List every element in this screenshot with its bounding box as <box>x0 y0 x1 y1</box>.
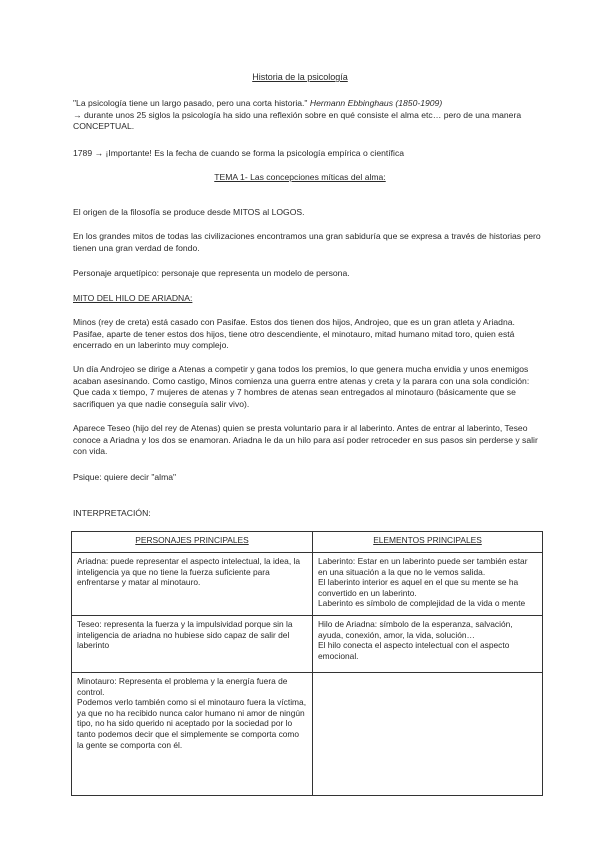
table-header-row <box>72 532 543 553</box>
date-note: 1789 → ¡Importante! Es la fecha de cuando se forma la psicología empírica o científica <box>73 148 405 158</box>
paragraph-teseo: Aparece Teseo (hijo del rey de Atenas) quien se presta voluntario para ir al laberinto. Antes de entrar al laberinto, Teseo conoce a Ariadna y los dos se enamoran. Ariadna le da un hilo para así poder retroceder en sus pasos sin perderse y salir con vida. <box>73 423 538 456</box>
header-personajes: PERSONAJES PRINCIPALES <box>72 532 313 553</box>
table-row <box>72 616 543 673</box>
page-title: Historia de la psicología <box>252 72 348 82</box>
cell-laberinto <box>313 553 543 616</box>
laberinto-line: Laberinto: Estar en un laberinto puede ser también estar en una situación a la que no le vemos salida. <box>318 556 528 577</box>
cell-ariadna: Ariadna: puede representar el aspecto intelectual, la idea, la inteligencia ya que no tiene la fuerza suficiente para enfrentarse y matar al minotauro. <box>72 553 313 616</box>
paragraph-myths: En los grandes mitos de todas las civilizaciones encontramos una gran sabiduría que se expresa a través de historias pero tienen una gran verdad de fondo. <box>73 231 541 253</box>
quote-continuation: → durante unos 25 siglos la psicología ha sido una reflexión sobre en qué consiste el alma etc… pero de una manera CONCEPTUAL. <box>73 109 522 131</box>
hilo-line: Hilo de Ariadna: símbolo de la esperanza, salvación, ayuda, conexión, amor, la vida, solución… <box>318 619 513 640</box>
opening-quote <box>73 98 533 133</box>
paragraph-origin: El origen de la filosofía se produce desde MITOS al LOGOS. <box>73 207 305 217</box>
interpretation-table <box>71 531 543 796</box>
minotauro-line: Minotauro: Representa el problema y la energía fuera de control. <box>77 676 288 697</box>
hilo-line: El hilo conecta el aspecto intelectual con el aspecto emocional. <box>318 640 510 661</box>
interpretacion-heading: INTERPRETACIÓN: <box>73 508 151 518</box>
paragraph-minos: Minos (rey de creta) está casado con Pasifae. Estos dos tienen dos hijos, Androjeo, que es un gran atleta y Ariadna. Pasifae, aparte de tener estos dos hijos, tiene otro descendiente, el minotauro, mitad humano mitad toro, quien está encerrado en un laberinto muy complejo. <box>73 317 515 350</box>
cell-teseo: Teseo: representa la fuerza y la impulsividad porque sin la inteligencia de ariadna no hubiese sido capaz de salir del laberinto <box>72 616 313 673</box>
minotauro-line: Podemos verlo también como si el minotauro fuera la víctima, ya que no ha recibido nunca calor humano ni amor de ningún tipo, no ha sido querido ni aceptado por la sociedad por lo tanto podemos decir que el simplemente se comporta como la gente se comporta con él. <box>77 697 307 750</box>
paragraph-archetype: Personaje arquetípico: personaje que representa un modelo de persona. <box>73 268 350 278</box>
paragraph-psique: Psique: quiere decir "alma" <box>73 472 177 482</box>
cell-hilo <box>313 616 543 673</box>
mito-heading: MITO DEL HILO DE ARIADNA: <box>73 293 193 303</box>
table-row <box>72 673 543 796</box>
paragraph-androjeo: Un día Androjeo se dirige a Atenas a competir y gana todos los premios, lo que genera mucha envidia y unos enemigos acaban asesinando. Como castigo, Minos comienza una guerra entre atenas y creta y la parara con una sola condición: Que cada x tiempo, 7 mujeres de atenas y 7 hombres de atenas sean entregados al minotauro (básicamente que se sacrifiquen ya que nadie conseguía salir vivo). <box>73 364 530 409</box>
tema-heading: TEMA 1- Las concepciones míticas del alma: <box>214 172 386 182</box>
laberinto-line: El laberinto interior es aquel en el que su mente se ha convertido en un laberinto. <box>318 577 519 598</box>
cell-minotauro <box>72 673 313 796</box>
header-elementos: ELEMENTOS PRINCIPALES <box>313 532 543 553</box>
quote-author: Hermann Ebbinghaus (1850-1909) <box>309 98 443 108</box>
laberinto-line: Laberinto es símbolo de complejidad de la vida o mente <box>318 598 526 609</box>
table-row <box>72 553 543 616</box>
quote-text: "La psicología tiene un largo pasado, pero una corta historia." <box>73 98 308 108</box>
cell-empty <box>313 673 543 796</box>
